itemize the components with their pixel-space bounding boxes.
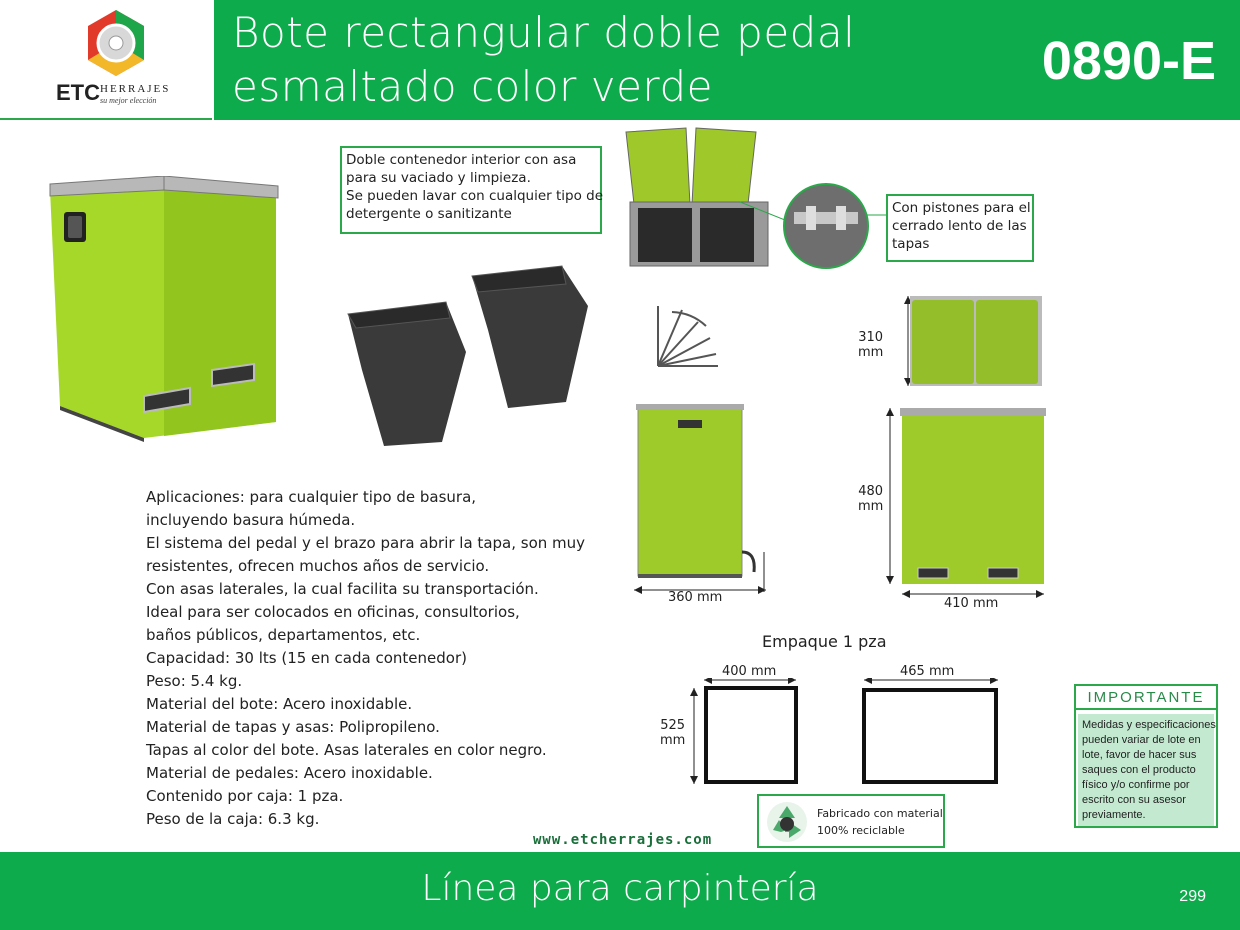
dim-unit: mm — [660, 733, 686, 748]
description-line: baños públicos, departamentos, etc. — [146, 626, 421, 644]
inner-bins-image — [344, 262, 594, 452]
description-line: Aplicaciones: para cualquier tipo de basura, — [146, 488, 477, 506]
product-title-line1: Bote rectangular doble pedal — [232, 8, 856, 57]
callout-line: Doble contenedor interior con asa — [346, 152, 577, 168]
slow-close-icon — [652, 304, 722, 372]
page-number: 299 — [1179, 888, 1206, 905]
recyclable-badge — [757, 794, 945, 848]
logo-emblem-icon — [84, 8, 148, 78]
recyclable-line: 100% reciclable — [817, 824, 905, 837]
side-width-dimension: 360 mm — [668, 590, 723, 605]
important-body — [1078, 714, 1214, 826]
logo-subtitle: HERRAJES — [100, 83, 171, 95]
packaging-title: Empaque 1 pza — [762, 632, 887, 651]
callout-line: Con pistones para el — [892, 200, 1031, 216]
recycle-icon — [765, 800, 809, 844]
dim-value: 310 — [858, 330, 884, 345]
important-notice — [1074, 684, 1218, 828]
logo-tagline: su mejor elección — [100, 96, 157, 105]
description-line: Peso: 5.4 kg. — [146, 672, 243, 690]
description-line: Contenido por caja: 1 pza. — [146, 787, 344, 805]
description-line: Material de tapas y asas: Polipropileno. — [146, 718, 440, 736]
logo[interactable] — [0, 0, 212, 120]
description-line: resistentes, ofrecen muchos años de servicio. — [146, 557, 490, 575]
logo-brand: ETC — [56, 80, 100, 105]
pistons-callout — [886, 194, 1034, 262]
dim-unit: mm — [858, 345, 884, 360]
piston-leader-line-2 — [866, 210, 888, 220]
important-title: IMPORTANTE — [1076, 686, 1216, 710]
side-view-image — [632, 402, 772, 600]
important-line: físico y/o confirme por — [1082, 779, 1190, 791]
description-line: Peso de la caja: 6.3 kg. — [146, 810, 320, 828]
callout-line: para su vaciado y limpieza. — [346, 170, 531, 186]
important-line: pueden variar de lote en — [1082, 734, 1201, 746]
packaging-width-a: 400 mm — [722, 664, 777, 679]
product-title-line2: esmaltado color verde — [232, 62, 713, 111]
description-line: Material del bote: Acero inoxidable. — [146, 695, 413, 713]
footer — [0, 852, 1240, 930]
callout-line: tapas — [892, 236, 930, 252]
product-image — [44, 176, 282, 444]
description-line: incluyendo basura húmeda. — [146, 511, 356, 529]
footer-title: Línea para carpintería — [421, 868, 819, 909]
packaging-diagram — [686, 678, 1006, 790]
product-description — [146, 486, 585, 831]
height-dimension — [858, 484, 883, 514]
description-line: El sistema del pedal y el brazo para abrir la tapa, son muy — [146, 534, 586, 552]
callout-line: Se pueden lavar con cualquier tipo de — [346, 188, 604, 204]
description-line: Tapas al color del bote. Asas laterales en color negro. — [146, 741, 547, 759]
important-line: lote, favor de hacer sus — [1082, 749, 1197, 761]
packaging-width-b: 465 mm — [900, 664, 955, 679]
callout-line: cerrado lento de las — [892, 218, 1027, 234]
container-callout — [340, 146, 602, 234]
top-depth-dimension — [858, 330, 883, 360]
header — [0, 0, 1240, 120]
important-line: previamente. — [1082, 809, 1146, 821]
front-view-image — [880, 404, 1050, 602]
dim-value: 525 — [660, 718, 686, 733]
website-link[interactable]: www.etcherrajes.com — [533, 832, 713, 848]
recyclable-text — [817, 805, 943, 839]
title-bar — [214, 0, 1240, 120]
front-width-dimension: 410 mm — [944, 596, 999, 611]
description-line: Material de pedales: Acero inoxidable. — [146, 764, 433, 782]
dim-value: 480 — [858, 484, 884, 499]
important-line: saques con el producto — [1082, 764, 1196, 776]
product-code: 0890-E — [1041, 31, 1216, 91]
piston-detail-image — [782, 182, 870, 270]
description-line: Con asas laterales, la cual facilita su transportación. — [146, 580, 539, 598]
description-line: Capacidad: 30 lts (15 en cada contenedor) — [146, 649, 467, 667]
description-line: Ideal para ser colocados en oficinas, consultorios, — [146, 603, 520, 621]
recyclable-line: Fabricado con material — [817, 807, 943, 820]
callout-line: detergente o sanitizante — [346, 206, 512, 222]
important-line: Medidas y especificaciones — [1082, 719, 1216, 731]
packaging-height — [660, 718, 685, 748]
top-view-dimension — [896, 294, 1046, 390]
dim-unit: mm — [858, 499, 884, 514]
important-line: escrito con su asesor — [1082, 794, 1186, 806]
